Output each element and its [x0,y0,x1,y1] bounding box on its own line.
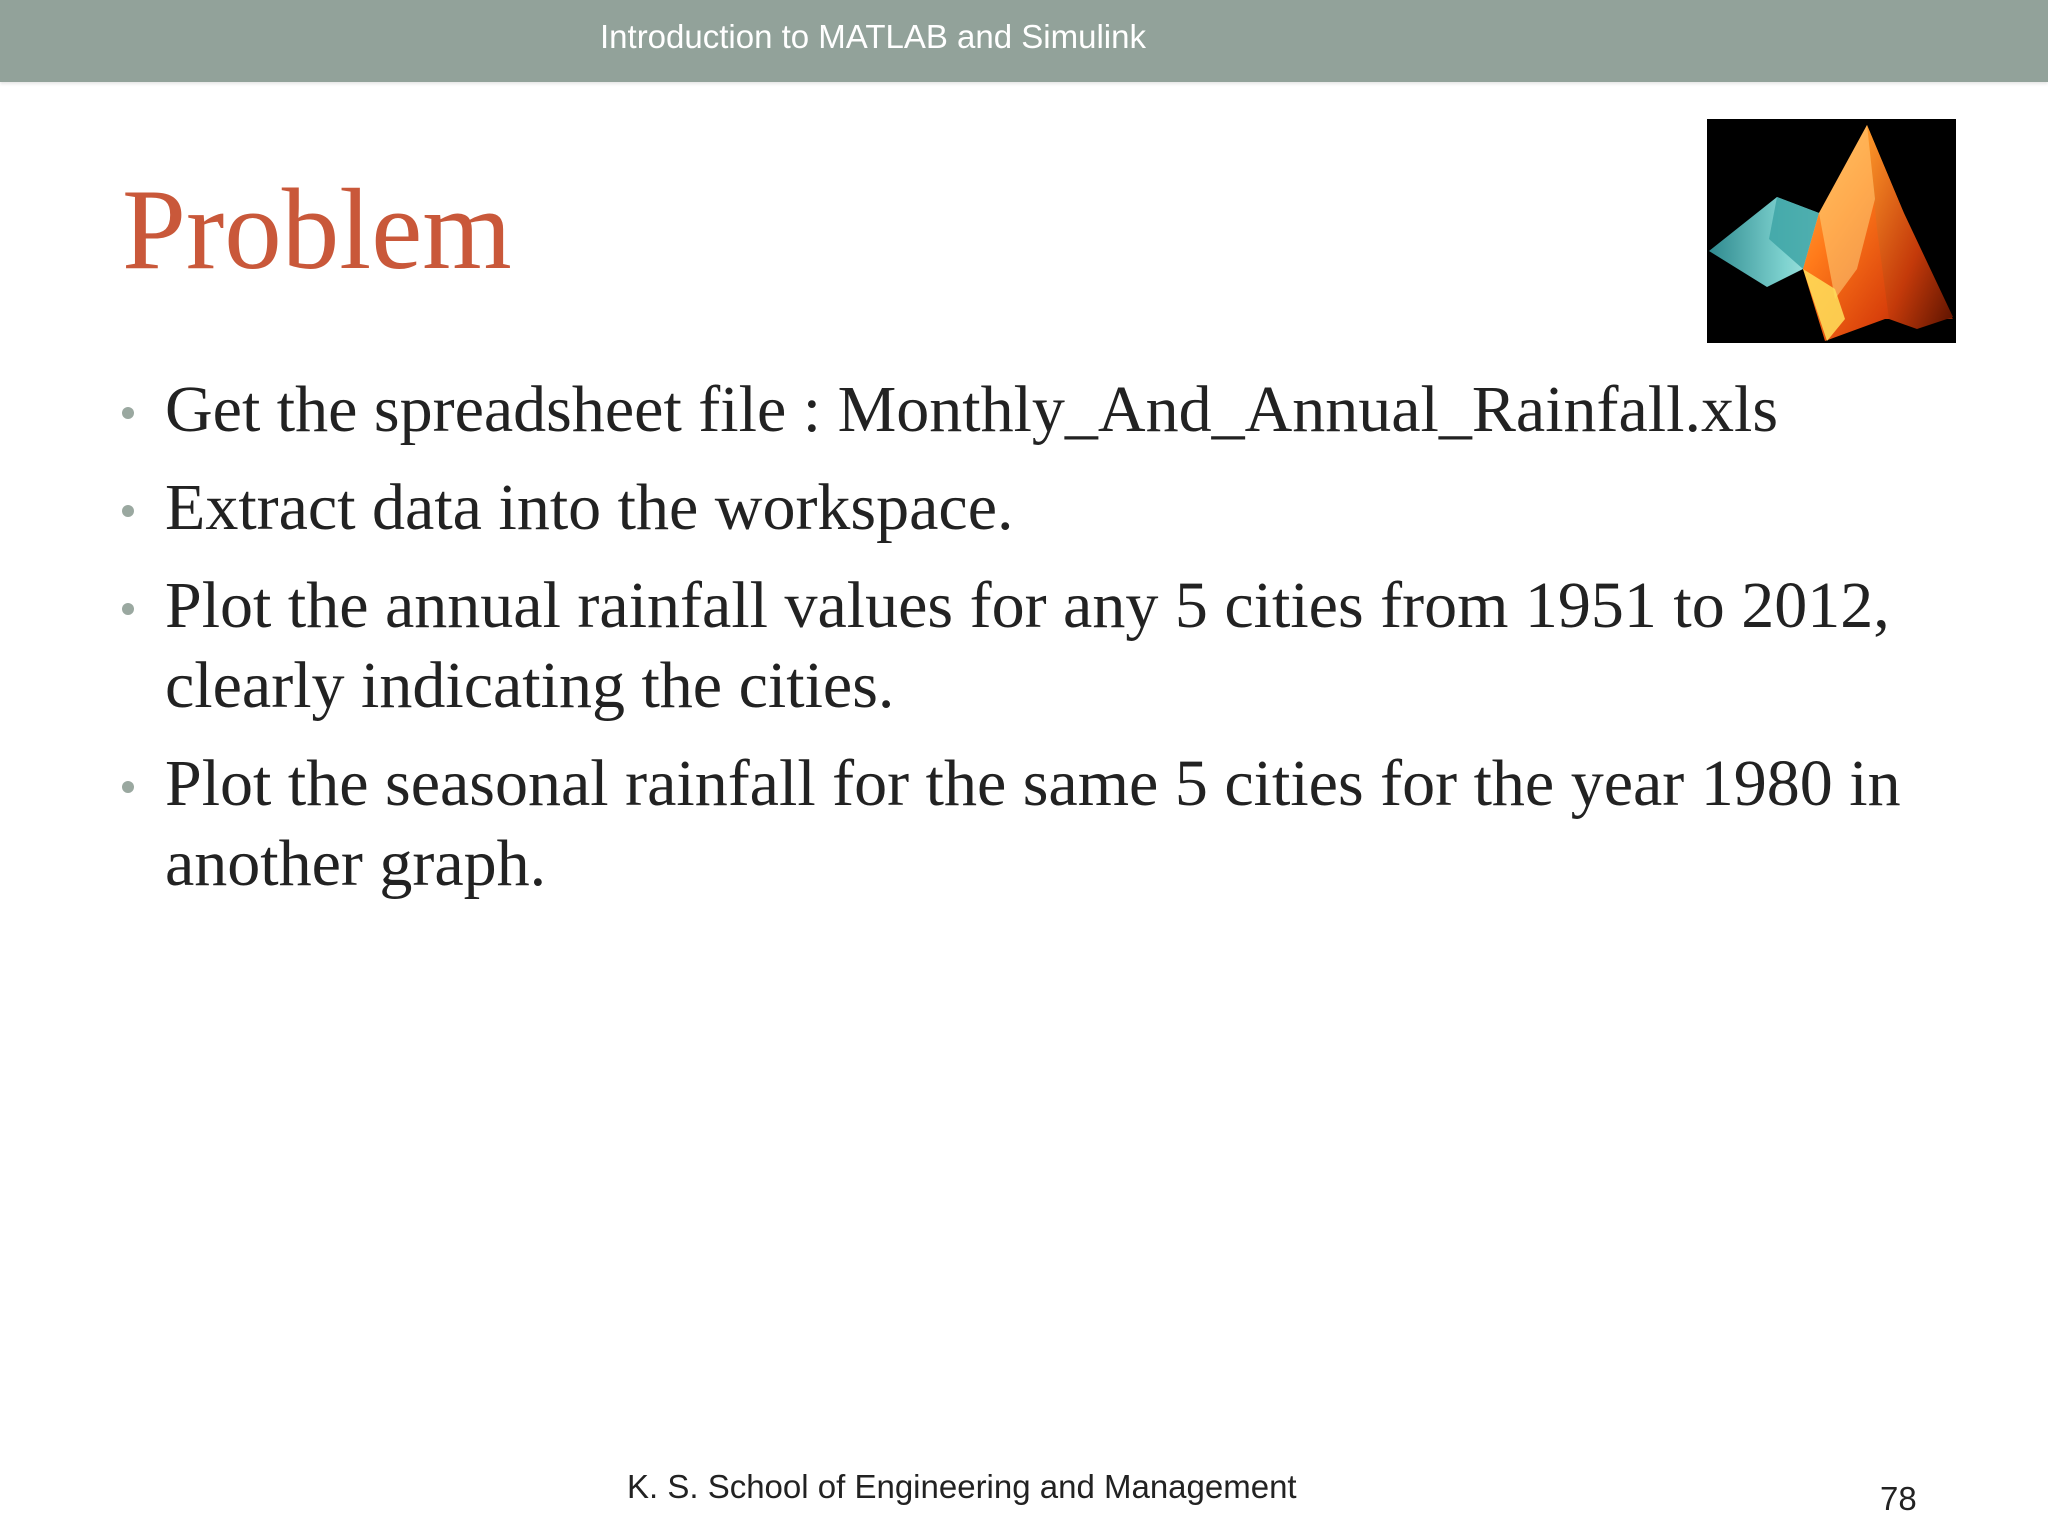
slide-title: Problem [122,166,512,293]
bullet-dot [122,781,134,793]
bullet-dot [122,603,134,615]
header-title: Introduction to MATLAB and Simulink [600,18,1146,55]
matlab-logo-icon [1707,119,1956,343]
bullet-text: Plot the seasonal rainfall for the same 5 cities for the year 1980 in another graph. [165,747,1901,900]
bullet-dot [122,407,134,419]
list-item [122,468,1922,548]
header-bar [0,0,2048,82]
page-number: 78 [1880,1480,1917,1517]
matlab-membrane-graphic [1707,119,1956,343]
list-item [122,744,1922,904]
list-item [122,566,1922,726]
bullet-text: Extract data into the workspace. [165,471,1014,544]
bullet-list [122,370,1922,922]
list-item [122,370,1922,450]
bullet-dot [122,505,134,517]
bullet-text: Get the spreadsheet file : Monthly_And_Annual_Rainfall.xls [165,373,1779,446]
bullet-text: Plot the annual rainfall values for any 5 cities from 1951 to 2012, clearly indicating the cities. [165,569,1890,722]
footer-institution: K. S. School of Engineering and Management [627,1468,1297,1505]
